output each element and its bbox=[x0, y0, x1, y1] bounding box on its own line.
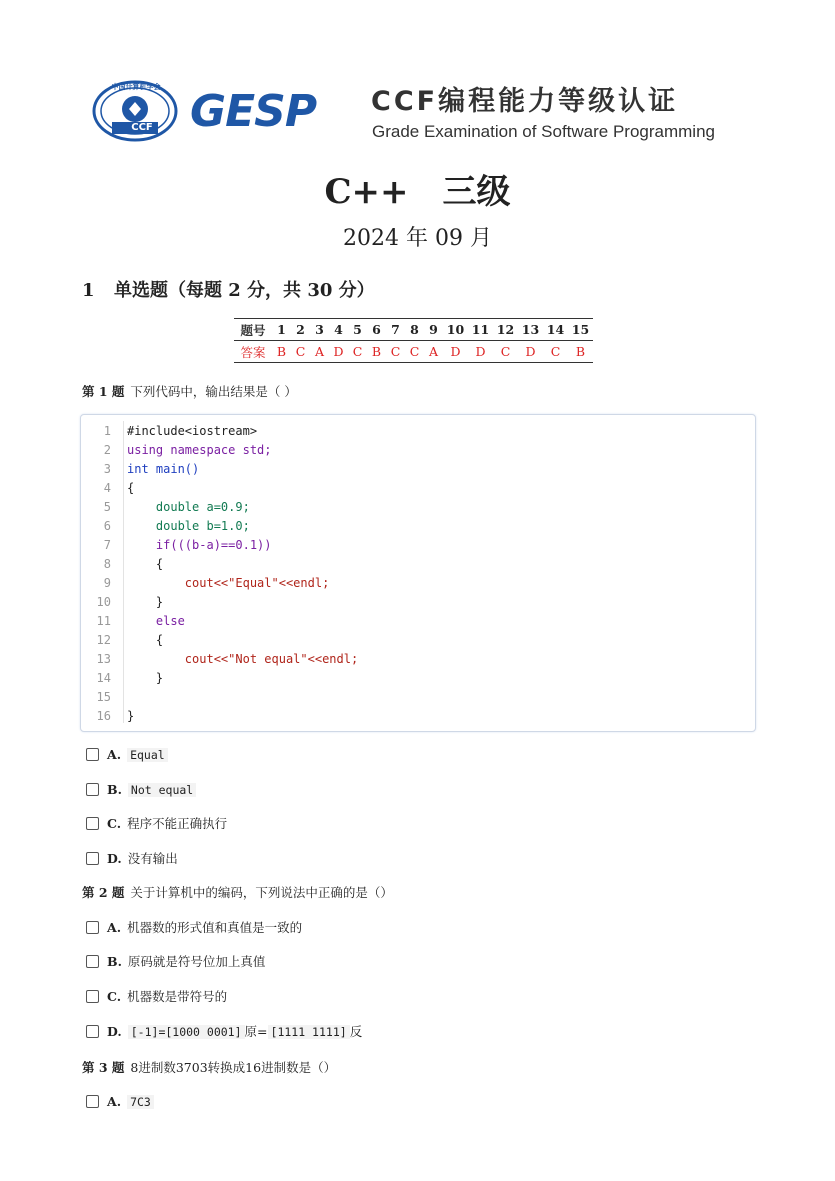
answer-cell: D bbox=[329, 341, 348, 363]
option-text: Equal bbox=[127, 748, 168, 762]
code-line: { bbox=[127, 557, 164, 571]
code-line: int main() bbox=[127, 462, 200, 476]
checkbox[interactable] bbox=[86, 1025, 99, 1038]
option-text: 原码就是符号位加上真值 bbox=[127, 954, 266, 969]
line-number: 3 bbox=[103, 462, 111, 476]
line-number: 11 bbox=[96, 614, 111, 628]
option-letter: A. bbox=[107, 920, 122, 935]
code-line: cout<<"Not equal"<<endl; bbox=[127, 652, 359, 666]
code-gutter-divider bbox=[123, 421, 124, 723]
option-q2-d[interactable] bbox=[86, 1023, 362, 1041]
document-date: 2024 年 09 月 bbox=[343, 226, 492, 251]
answer-cell: B bbox=[272, 341, 291, 363]
line-number: 5 bbox=[103, 500, 111, 514]
ccf-logo-text: 中国计算机学会 bbox=[111, 83, 161, 91]
answer-cell: C bbox=[348, 341, 367, 363]
line-number: 4 bbox=[103, 481, 111, 495]
question-text: 下列代码中，输出结果是（ ） bbox=[130, 384, 297, 399]
line-number: 10 bbox=[96, 595, 111, 609]
checkbox[interactable] bbox=[86, 990, 99, 1003]
option-text-part: 反 bbox=[349, 1024, 363, 1039]
option-q1-c[interactable] bbox=[86, 815, 227, 833]
option-letter: D. bbox=[107, 851, 122, 866]
question-number: 9 bbox=[424, 319, 443, 341]
question-label: 第 1 题 bbox=[82, 384, 125, 399]
header-title: CCF编程能力等级认证 bbox=[371, 86, 679, 117]
option-text: 程序不能正确执行 bbox=[127, 816, 228, 831]
option-letter: A. bbox=[107, 747, 122, 762]
code-line: { bbox=[127, 481, 135, 495]
code-line: } bbox=[127, 671, 164, 685]
checkbox[interactable] bbox=[86, 921, 99, 934]
option-text: Not equal bbox=[128, 783, 196, 797]
code-block bbox=[80, 414, 756, 732]
answer-cell: C bbox=[405, 341, 424, 363]
code-line: else bbox=[127, 614, 185, 628]
section-title: 单选题（每题 2 分，共 30 分） bbox=[114, 280, 375, 301]
answer-cell: B bbox=[568, 341, 593, 363]
code-line: } bbox=[127, 595, 164, 609]
section-number: 1 bbox=[82, 280, 95, 301]
ccf-logo-abbr: CCF bbox=[131, 122, 153, 133]
line-number: 13 bbox=[96, 652, 111, 666]
answer-table bbox=[234, 318, 593, 363]
checkbox[interactable] bbox=[86, 1095, 99, 1108]
question-1 bbox=[82, 383, 297, 401]
answer-label: 答案 bbox=[234, 341, 272, 363]
answer-cell: D bbox=[468, 341, 493, 363]
code-line: #include<iostream> bbox=[127, 424, 258, 438]
question-number: 14 bbox=[543, 319, 568, 341]
gesp-logo: GESP bbox=[190, 86, 317, 137]
line-number: 6 bbox=[103, 519, 111, 533]
option-text: 机器数是带符号的 bbox=[127, 989, 228, 1004]
answer-table-header-row bbox=[234, 319, 593, 341]
option-q1-a[interactable] bbox=[86, 746, 168, 764]
option-text: 没有输出 bbox=[127, 851, 178, 866]
option-q1-d[interactable] bbox=[86, 850, 178, 868]
option-letter: A. bbox=[107, 1094, 122, 1109]
option-q2-c[interactable] bbox=[86, 988, 227, 1006]
question-number: 15 bbox=[568, 319, 593, 341]
option-q2-a[interactable] bbox=[86, 919, 302, 937]
checkbox[interactable] bbox=[86, 748, 99, 761]
checkbox[interactable] bbox=[86, 783, 99, 796]
question-3 bbox=[82, 1059, 336, 1077]
line-number: 9 bbox=[103, 576, 111, 590]
option-letter: D. bbox=[107, 1024, 122, 1039]
option-q3-a[interactable] bbox=[86, 1093, 154, 1111]
question-number-label: 题号 bbox=[234, 319, 272, 341]
line-number: 7 bbox=[103, 538, 111, 552]
question-number: 4 bbox=[329, 319, 348, 341]
checkbox[interactable] bbox=[86, 955, 99, 968]
question-number: 11 bbox=[468, 319, 493, 341]
question-number: 5 bbox=[348, 319, 367, 341]
answer-cell: C bbox=[493, 341, 518, 363]
document-title: C++ 三级 bbox=[324, 172, 511, 212]
question-text: 关于计算机中的编码，下列说法中正确的是（） bbox=[130, 885, 393, 900]
option-text-part: 原= bbox=[244, 1024, 268, 1039]
question-number: 7 bbox=[386, 319, 405, 341]
line-number: 1 bbox=[103, 424, 111, 438]
option-text: 机器数的形式值和真值是一致的 bbox=[127, 920, 303, 935]
answer-cell: A bbox=[424, 341, 443, 363]
answer-cell: C bbox=[543, 341, 568, 363]
header-subtitle: Grade Examination of Software Programming bbox=[372, 122, 715, 141]
question-number: 2 bbox=[291, 319, 310, 341]
answer-cell: A bbox=[310, 341, 329, 363]
line-number: 14 bbox=[96, 671, 111, 685]
line-number: 8 bbox=[103, 557, 111, 571]
question-number: 1 bbox=[272, 319, 291, 341]
question-number: 3 bbox=[310, 319, 329, 341]
line-number: 12 bbox=[96, 633, 111, 647]
option-text-part: [-1]=[1000 0001] bbox=[128, 1025, 245, 1039]
option-q1-b[interactable] bbox=[86, 781, 196, 799]
question-number: 6 bbox=[367, 319, 386, 341]
line-number: 2 bbox=[103, 443, 111, 457]
checkbox[interactable] bbox=[86, 817, 99, 830]
option-letter: B. bbox=[107, 954, 122, 969]
question-2 bbox=[82, 884, 393, 902]
question-number: 12 bbox=[493, 319, 518, 341]
option-letter: C. bbox=[107, 816, 122, 831]
code-line: { bbox=[127, 633, 164, 647]
code-line: cout<<"Equal"<<endl; bbox=[127, 576, 330, 590]
code-line: if(((b-a)==0.1)) bbox=[127, 538, 272, 552]
option-q2-b[interactable] bbox=[86, 953, 265, 971]
line-number: 15 bbox=[96, 690, 111, 704]
question-number: 8 bbox=[405, 319, 424, 341]
line-number: 16 bbox=[96, 709, 111, 723]
code-line: double a=0.9; bbox=[127, 500, 250, 514]
answer-cell: B bbox=[367, 341, 386, 363]
option-letter: B. bbox=[107, 782, 122, 797]
option-letter: C. bbox=[107, 989, 122, 1004]
question-label: 第 3 题 bbox=[82, 1060, 125, 1075]
answer-cell: C bbox=[386, 341, 405, 363]
answer-table-answer-row bbox=[234, 341, 593, 363]
answer-cell: D bbox=[518, 341, 543, 363]
question-label: 第 2 题 bbox=[82, 885, 125, 900]
code-line: using namespace std; bbox=[127, 443, 272, 457]
code-line: } bbox=[127, 709, 135, 723]
question-number: 10 bbox=[443, 319, 468, 341]
code-line: double b=1.0; bbox=[127, 519, 250, 533]
question-number: 13 bbox=[518, 319, 543, 341]
option-text: 7C3 bbox=[127, 1095, 154, 1109]
answer-cell: C bbox=[291, 341, 310, 363]
option-text-part: [1111 1111] bbox=[268, 1025, 350, 1039]
question-text: 8进制数3703转换成16进制数是（） bbox=[130, 1060, 337, 1075]
checkbox[interactable] bbox=[86, 852, 99, 865]
answer-cell: D bbox=[443, 341, 468, 363]
